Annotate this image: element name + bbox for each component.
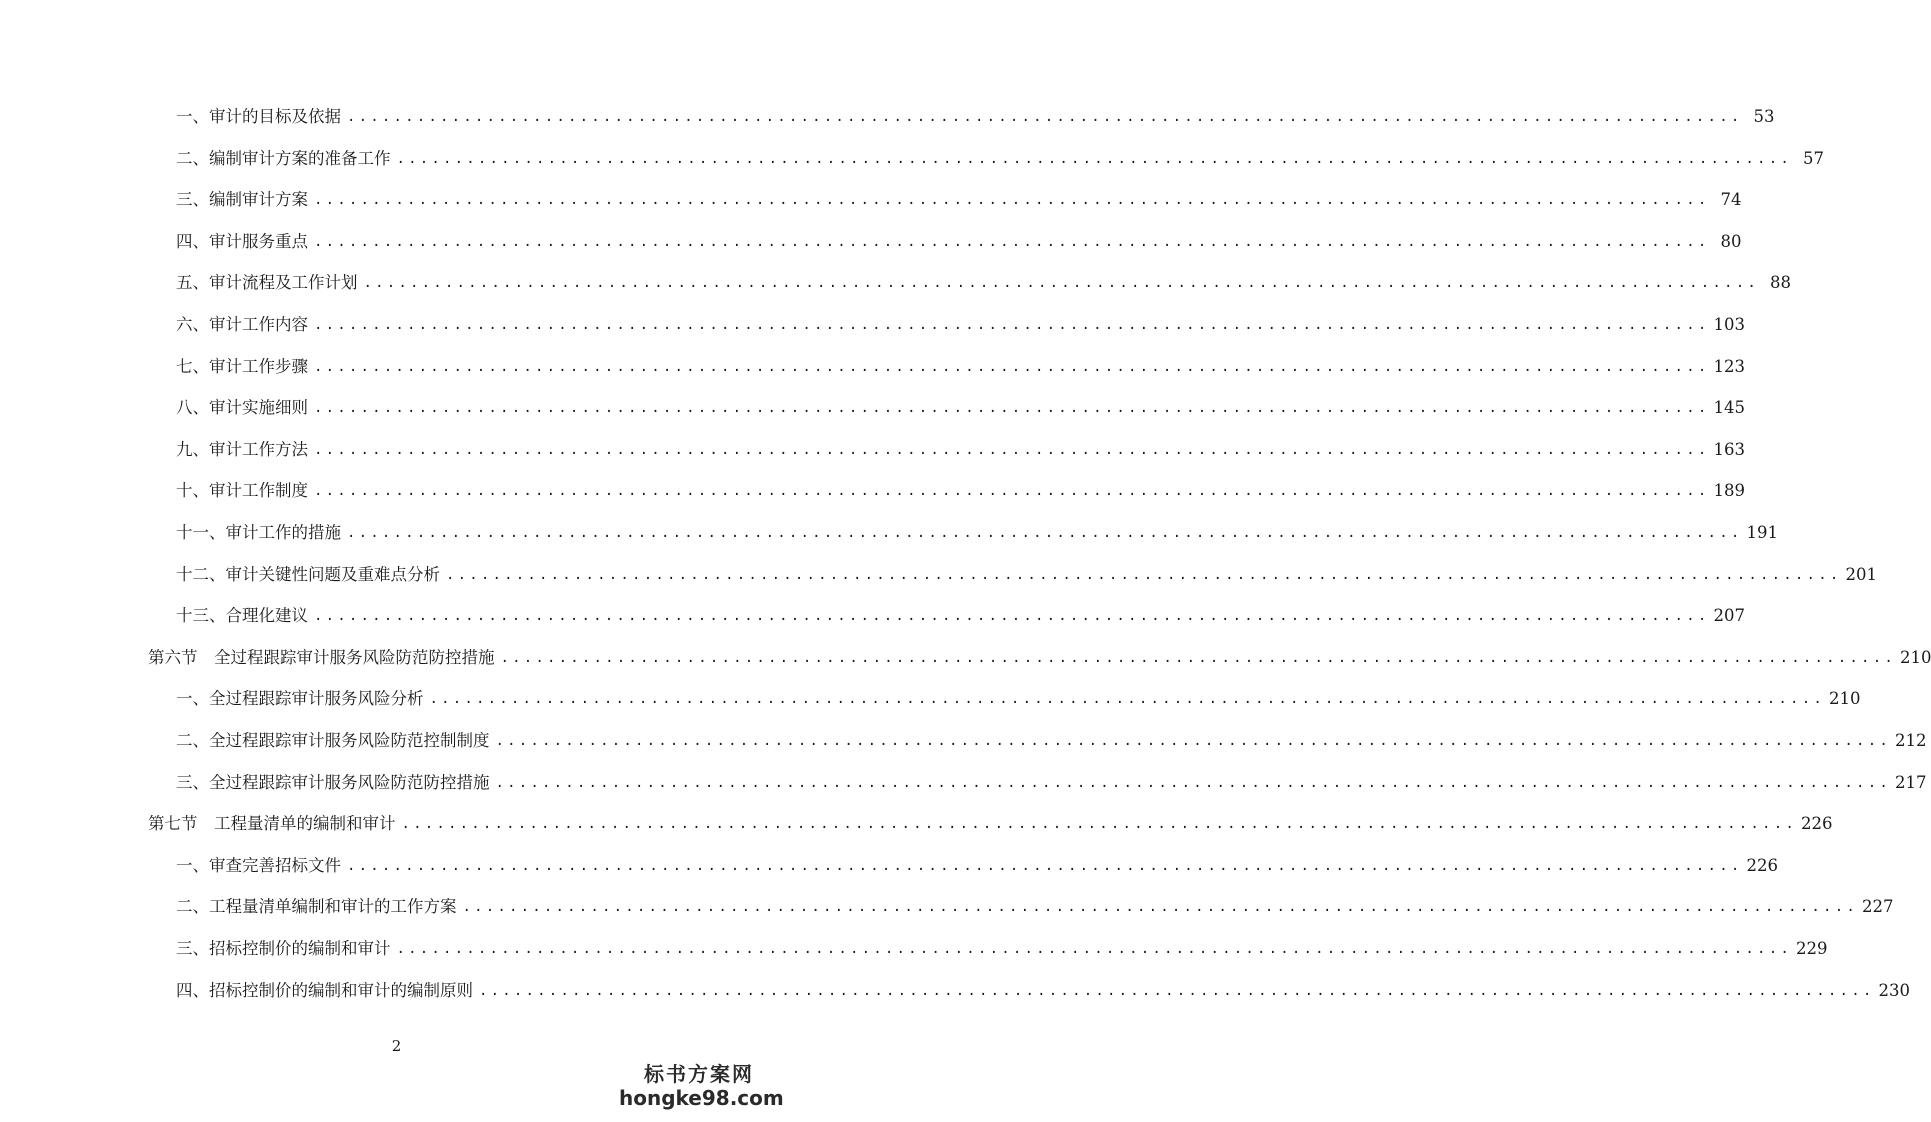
toc-entry-label: 十三、合理化建议 [176,606,308,626]
toc-entry[interactable] [176,894,1894,920]
toc-dot-leader: ........................................................................................................................ [429,691,1825,708]
toc-dot-leader: ........................................................................................................................ [314,233,1710,250]
toc-entry-label: 四、审计服务重点 [176,231,308,251]
toc-entry[interactable] [176,520,1778,546]
toc-entry-label: 五、审计流程及工作计划 [176,273,358,293]
toc-entry[interactable] [176,936,1828,962]
toc-dot-leader: ........................................................................................................................ [479,982,1875,999]
toc-entry-label: 三、全过程跟踪审计服务风险防范防控措施 [176,772,490,792]
toc-entry-page: 226 [1800,814,1833,834]
toc-dot-leader: ........................................................................................................................ [500,649,1896,666]
toc-entry-label: 一、全过程跟踪审计服务风险分析 [176,689,424,709]
watermark-url: hongke98.com [619,1086,784,1110]
toc-dot-leader: ........................................................................................................................ [347,109,1743,125]
toc-entry[interactable] [176,770,1927,796]
watermark-logo [619,1062,784,1110]
toc-entry[interactable] [176,395,1745,421]
toc-entry[interactable] [176,728,1927,754]
toc-dot-leader: ........................................................................................................................ [446,566,1842,583]
toc-entry-label: 二、编制审计方案的准备工作 [176,148,391,168]
toc-entry-page: 201 [1845,564,1877,584]
toc-entry-label: 二、工程量清单编制和审计的工作方案 [176,897,457,917]
toc-entry-page: 217 [1894,772,1927,792]
toc-dot-leader: ........................................................................................................................ [495,733,1891,749]
toc-entry[interactable] [176,354,1745,380]
toc-dot-leader: ........................................................................................................................ [314,192,1710,209]
toc-entry[interactable] [148,645,1931,671]
toc-entry[interactable] [176,978,1910,1004]
toc-dot-leader: ........................................................................................................................ [314,400,1710,417]
toc-entry[interactable] [176,478,1745,504]
toc-dot-leader: ........................................................................................................................ [396,150,1792,167]
toc-entry-label: 十一、审计工作的措施 [176,523,341,542]
toc-entry[interactable] [176,312,1745,338]
toc-dot-leader: ........................................................................................................................ [495,774,1891,791]
toc-entry[interactable] [176,603,1745,629]
toc-dot-leader: ........................................................................................................................ [314,441,1710,458]
toc-entry-label: 一、审计的目标及依据 [176,107,341,126]
toc-entry-label: 三、编制审计方案 [176,190,308,210]
toc-entry[interactable] [176,437,1745,463]
toc-entry-page: 230 [1878,980,1910,1000]
toc-dot-leader: ........................................................................................................................ [347,857,1743,874]
toc-entry-label: 第六节 全过程跟踪审计服务风险防范防控措施 [148,647,495,667]
toc-entry-label: 九、审计工作方法 [176,439,308,459]
toc-dot-leader: ........................................................................................................................ [347,525,1743,541]
toc-entry[interactable] [176,229,1742,255]
toc-dot-leader: ........................................................................................................................ [314,358,1710,375]
toc-entry-label: 一、审查完善招标文件 [176,855,341,875]
toc-entry-label: 第七节 工程量清单的编制和审计 [148,814,396,834]
toc-entry-label: 七、审计工作步骤 [176,356,308,376]
toc-dot-leader: ........................................................................................................................ [462,899,1858,916]
toc-dot-leader: ........................................................................................................................ [314,483,1710,500]
toc-entry-page: 57 [1802,148,1824,168]
toc-entry[interactable] [176,187,1742,213]
toc-dot-leader: ........................................................................................................................ [314,608,1710,625]
toc-entry-page: 103 [1713,315,1745,334]
toc-entry[interactable] [148,811,1833,837]
toc-entry-page: 80 [1720,231,1742,251]
watermark-name: 标书方案网 [644,1062,754,1086]
toc-entry-page: 191 [1746,523,1778,542]
toc-entry-label: 二、全过程跟踪审计服务风险防范控制制度 [176,731,490,750]
toc-dot-leader: ........................................................................................................................ [396,941,1792,957]
toc-entry[interactable] [176,104,1775,130]
toc-entry[interactable] [176,270,1791,296]
toc-entry-page: 210 [1899,647,1931,667]
toc-dot-leader: ........................................................................................................................ [363,275,1759,292]
toc-entry-label: 十二、审计关键性问题及重难点分析 [176,564,440,584]
toc-entry-page: 88 [1769,273,1791,293]
toc-entry-page: 226 [1746,855,1778,875]
toc-dot-leader: ........................................................................................................................ [401,816,1797,833]
toc-entry-page: 210 [1828,689,1861,709]
toc-entry-page: 212 [1894,731,1927,750]
toc-entry[interactable] [176,853,1778,879]
toc-entry[interactable] [176,146,1824,172]
toc-entry[interactable] [176,562,1877,588]
toc-entry-page: 163 [1713,439,1745,459]
toc-entry-page: 123 [1713,356,1745,376]
toc-entry-label: 四、招标控制价的编制和审计的编制原则 [176,980,473,1000]
toc-entry-page: 53 [1753,107,1775,126]
toc-entry-page: 74 [1720,190,1742,210]
toc-entry-label: 十、审计工作制度 [176,481,308,501]
toc-entry-page: 189 [1713,481,1745,501]
toc-entry-label: 三、招标控制价的编制和审计 [176,939,391,958]
page-number: 2 [391,1037,402,1055]
toc-entry-page: 227 [1861,897,1894,917]
toc-entry-label: 六、审计工作内容 [176,315,308,334]
toc-entry-page: 207 [1713,606,1745,626]
toc-entry-page: 145 [1713,398,1745,418]
toc-entry-page: 229 [1795,939,1828,958]
toc-entry-label: 八、审计实施细则 [176,398,308,418]
toc-entry[interactable] [176,686,1861,712]
toc-dot-leader: ........................................................................................................................ [314,317,1710,333]
